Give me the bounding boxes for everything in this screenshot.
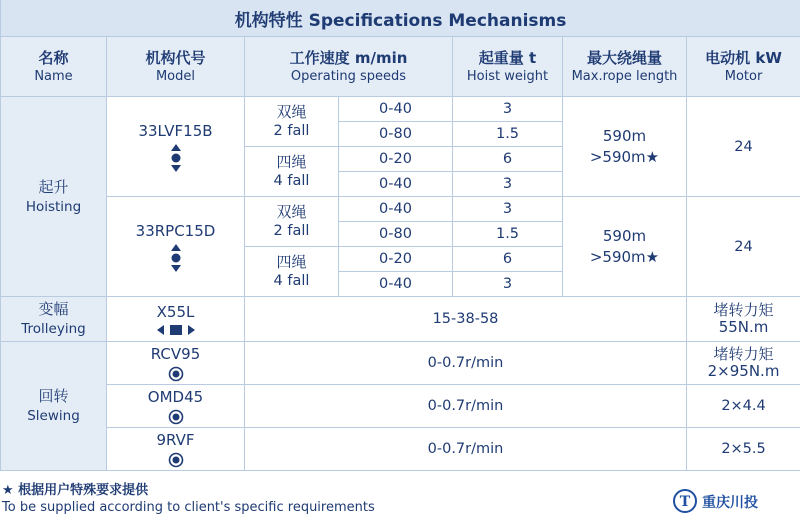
up-down-arrow-icon — [169, 143, 183, 173]
model-cell — [107, 342, 245, 385]
motor-value: 2×5.5 — [687, 428, 800, 471]
logo-mark-icon — [672, 488, 698, 514]
fall-cell: 双绳 2 fall — [245, 197, 339, 247]
company-logo — [672, 486, 796, 516]
table-row — [1, 297, 800, 342]
rotation-icon — [168, 409, 184, 425]
speed-value: 0-80 — [339, 122, 453, 147]
rotation-icon — [168, 452, 184, 468]
speed-value: 0-40 — [339, 172, 453, 197]
category-trolleying: 变幅 Trolleying — [1, 297, 107, 342]
up-down-arrow-icon — [169, 243, 183, 273]
speed-value: 0-40 — [339, 97, 453, 122]
header-motor: 电动机 kW Motor — [687, 37, 800, 97]
title-row — [1, 0, 800, 37]
motor-value: 2×4.4 — [687, 385, 800, 428]
left-right-arrow-icon — [156, 324, 196, 336]
model-name: OMD45 — [147, 388, 204, 406]
rotation-icon — [168, 366, 184, 382]
category-slewing: 回转 Slewing — [1, 342, 107, 471]
category-hoisting: 起升 Hoisting — [1, 97, 107, 297]
model-cell — [107, 197, 245, 297]
model-name: RCV95 — [150, 345, 201, 363]
fall-cell: 四绳 4 fall — [245, 247, 339, 297]
speed-value: 0-0.7r/min — [245, 342, 687, 385]
logo-text: 重庆川投 — [702, 495, 758, 511]
rope-line2: >590m★ — [589, 247, 660, 266]
header-weight: 起重量 t Hoist weight — [453, 37, 563, 97]
table-row — [1, 342, 800, 385]
motor-value: 堵转力矩 2×95N.m — [687, 342, 800, 385]
footnote-en: To be supplied according to client's specific requirements — [2, 500, 375, 515]
logo-letter: T — [679, 494, 691, 510]
speed-value: 0-20 — [339, 147, 453, 172]
speed-value: 0-0.7r/min — [245, 385, 687, 428]
rope-line1: 590m — [602, 226, 647, 245]
motor-value: 24 — [687, 197, 800, 297]
fall-cell: 四绳 4 fall — [245, 147, 339, 197]
weight-value: 3 — [453, 172, 563, 197]
rope-line1: 590m — [602, 126, 647, 145]
weight-value: 3 — [453, 197, 563, 222]
table-row — [1, 428, 800, 471]
header-name: 名称 Name — [1, 37, 107, 97]
rope-line2: >590m★ — [589, 147, 660, 166]
rope-cell — [563, 97, 687, 197]
header-row — [1, 37, 800, 97]
footnote-zh: ★ 根据用户特殊要求提供 — [2, 483, 149, 498]
table-row — [1, 385, 800, 428]
speed-value: 0-40 — [339, 197, 453, 222]
table-row — [1, 197, 800, 222]
weight-value: 1.5 — [453, 222, 563, 247]
weight-value: 3 — [453, 272, 563, 297]
weight-value: 1.5 — [453, 122, 563, 147]
table-title: 机构特性 Specifications Mechanisms — [1, 0, 800, 37]
model-name: 33RPC15D — [135, 221, 216, 240]
weight-value: 6 — [453, 247, 563, 272]
model-name: 33LVF15B — [138, 121, 213, 140]
footnote — [2, 482, 602, 516]
model-name: 9RVF — [156, 431, 195, 449]
header-speed: 工作速度 m/min Operating speeds — [245, 37, 453, 97]
fall-cell: 双绳 2 fall — [245, 97, 339, 147]
model-cell — [107, 297, 245, 342]
motor-value: 堵转力矩 55N.m — [687, 297, 800, 342]
speed-value: 0-0.7r/min — [245, 428, 687, 471]
header-rope: 最大绕绳量 Max.rope length — [563, 37, 687, 97]
speed-value: 0-20 — [339, 247, 453, 272]
table-row — [1, 97, 800, 122]
motor-value: 24 — [687, 97, 800, 197]
model-cell — [107, 428, 245, 471]
model-cell — [107, 385, 245, 428]
weight-value: 3 — [453, 97, 563, 122]
weight-value: 6 — [453, 147, 563, 172]
model-cell — [107, 97, 245, 197]
speed-value: 15-38-58 — [245, 297, 687, 342]
speed-value: 0-80 — [339, 222, 453, 247]
speed-value: 0-40 — [339, 272, 453, 297]
rope-cell — [563, 197, 687, 297]
model-name: X55L — [156, 303, 195, 321]
header-model: 机构代号 Model — [107, 37, 245, 97]
